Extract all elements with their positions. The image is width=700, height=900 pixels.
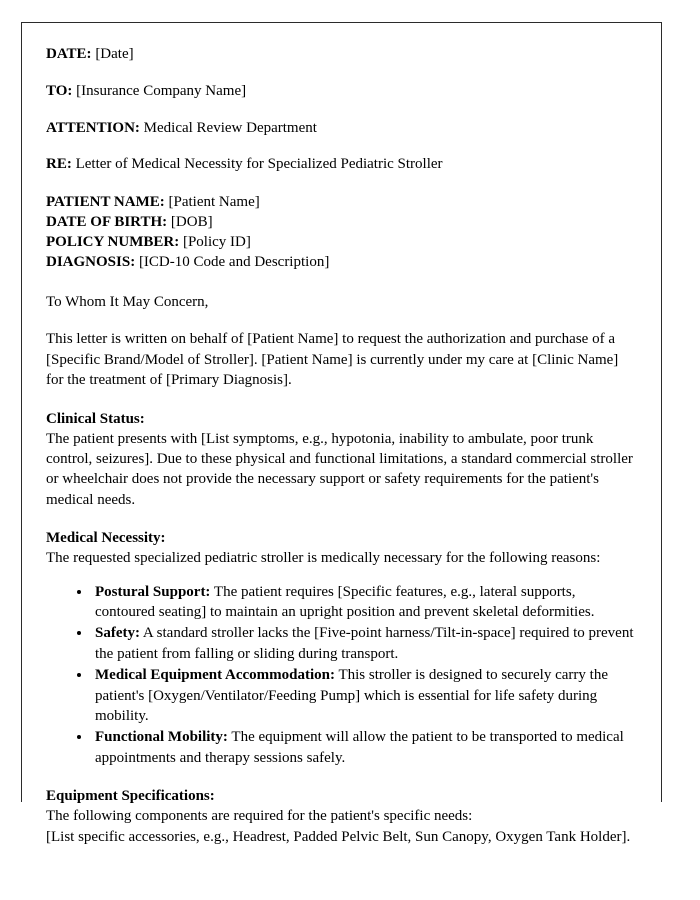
re-label: RE: bbox=[46, 156, 72, 173]
date-line bbox=[46, 45, 635, 65]
to-line bbox=[46, 82, 635, 102]
document-page bbox=[21, 22, 662, 845]
list-item bbox=[92, 623, 635, 664]
equipment-specifications-heading: Equipment Specifications: bbox=[46, 788, 215, 805]
document-content bbox=[22, 23, 661, 847]
medical-necessity-reason-list bbox=[46, 582, 635, 769]
clinical-status-heading: Clinical Status: bbox=[46, 410, 145, 427]
date-of-birth-label: DATE OF BIRTH: bbox=[46, 214, 168, 231]
patient-name-label: PATIENT NAME: bbox=[46, 194, 165, 211]
reason-text: A standard stroller lacks the [Five-point harness/Tilt-in-space] required to prevent the patient from falling or sliding during transport. bbox=[95, 625, 634, 662]
date-of-birth-value: [DOB] bbox=[170, 214, 213, 231]
equipment-specifications-section bbox=[46, 786, 635, 847]
policy-number-label: POLICY NUMBER: bbox=[46, 234, 180, 251]
reason-term: Safety: bbox=[95, 625, 140, 642]
salutation: To Whom It May Concern, bbox=[46, 293, 209, 310]
reason-term: Postural Support: bbox=[95, 583, 211, 600]
reason-term: Medical Equipment Accommodation: bbox=[95, 667, 335, 684]
equipment-specifications-body: The following components are required for the patient's specific needs: bbox=[46, 808, 473, 825]
date-label: DATE: bbox=[46, 46, 92, 62]
reason-text: This stroller is designed to securely carry the patient's [Oxygen/Ventilator/Feeding Pump] which is essential for life safety during mobility. bbox=[95, 667, 608, 725]
reason-term: Functional Mobility: bbox=[95, 729, 228, 746]
to-label: TO: bbox=[46, 82, 73, 99]
diagnosis-value: [ICD-10 Code and Description] bbox=[138, 254, 330, 271]
date-value: [Date] bbox=[95, 46, 134, 62]
list-item bbox=[92, 582, 635, 623]
policy-number-row bbox=[46, 232, 635, 252]
reason-text: The equipment will allow the patient to be transported to medical appointments and therapy sessions safely. bbox=[95, 729, 624, 766]
clinical-status-body: The patient presents with [List symptoms, e.g., hypotonia, inability to ambulate, poor trunk control, seizures]. Due to these physical and functional limitations, a standard commercial stroller or wheelchair does not provide the necessary support or safety requirements for the patient's medical needs. bbox=[46, 430, 633, 508]
date-of-birth-row bbox=[46, 212, 635, 232]
to-value: [Insurance Company Name] bbox=[76, 82, 247, 99]
re-value: Letter of Medical Necessity for Specialized Pediatric Stroller bbox=[75, 156, 443, 173]
medical-necessity-body: The requested specialized pediatric stroller is medically necessary for the following reasons: bbox=[46, 550, 601, 567]
attention-label: ATTENTION: bbox=[46, 119, 140, 136]
clinical-status-section bbox=[46, 409, 635, 511]
attention-line bbox=[46, 119, 635, 139]
patient-name-row bbox=[46, 192, 635, 212]
equipment-specifications-list-line: [List specific accessories, e.g., Headrest, Padded Pelvic Belt, Sun Canopy, Oxygen Tank Holder]. bbox=[46, 828, 631, 845]
patient-name-value: [Patient Name] bbox=[168, 194, 260, 211]
reason-text: The patient requires [Specific features, e.g., lateral supports, contoured seating] to maintain an upright position and prevent skeletal deformities. bbox=[95, 583, 595, 621]
list-item bbox=[92, 665, 635, 726]
attention-value: Medical Review Department bbox=[143, 119, 317, 136]
re-line bbox=[46, 155, 635, 175]
list-item bbox=[92, 727, 635, 768]
diagnosis-row bbox=[46, 252, 635, 272]
intro-paragraph: This letter is written on behalf of [Patient Name] to request the authorization and purchase of a [Specific Brand/Model of Stroller]. [Patient Name] is currently under my care at [Clinic Name] for the treatment of [Primary Diagnosis]. bbox=[46, 331, 619, 389]
medical-necessity-heading: Medical Necessity: bbox=[46, 530, 166, 547]
diagnosis-label: DIAGNOSIS: bbox=[46, 254, 136, 271]
patient-info-block bbox=[46, 192, 635, 272]
policy-number-value: [Policy ID] bbox=[182, 234, 251, 251]
medical-necessity-section bbox=[46, 528, 635, 768]
